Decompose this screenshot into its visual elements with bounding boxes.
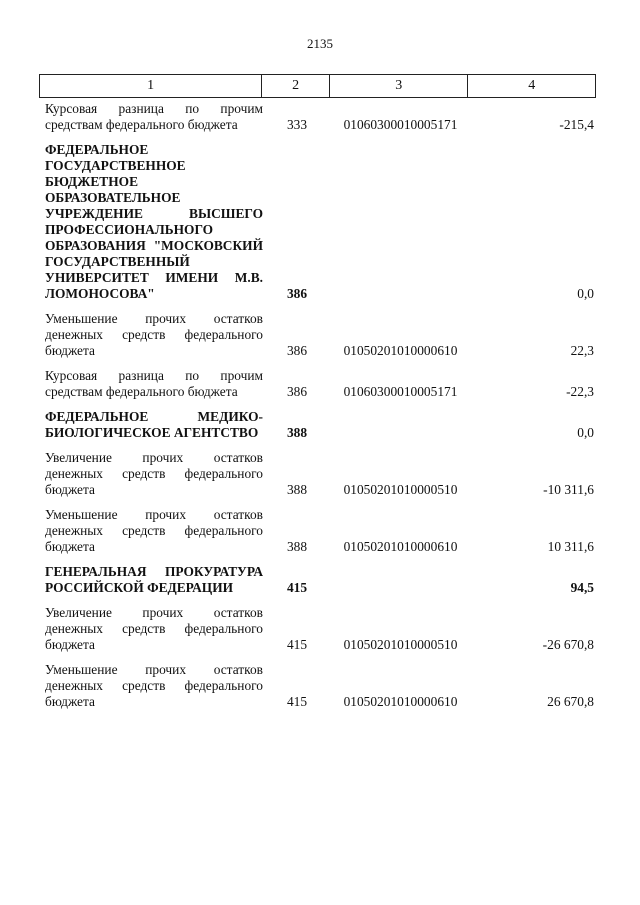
row-name: ГЕНЕРАЛЬНАЯ ПРОКУРАТУРА РОССИЙСКОЙ ФЕДЕРАЦИИ [45, 564, 263, 595]
row-name: ФЕДЕРАЛЬНОЕ МЕДИКО-БИОЛОГИЧЕСКОЕ АГЕНТСТВО [45, 409, 263, 440]
row-name: Курсовая разница по прочим средствам федерального бюджета [45, 368, 263, 399]
table-row [45, 662, 596, 710]
table-row [45, 409, 596, 441]
row-name: Курсовая разница по прочим средствам федерального бюджета [45, 101, 263, 132]
row-kbk: 01050201010000510 [343, 482, 458, 497]
row-name: Уменьшение прочих остатков денежных средств федерального бюджета [45, 311, 263, 358]
row-code: 415 [286, 694, 308, 709]
header-col-4: 4 [528, 78, 536, 93]
row-amount: -26 670,8 [542, 637, 594, 652]
page-number: 2135 [307, 36, 333, 51]
row-kbk: 01050201010000510 [343, 637, 458, 652]
row-code: 388 [286, 425, 308, 440]
row-amount: 94,5 [570, 580, 594, 595]
row-amount: 10 311,6 [547, 539, 594, 554]
table-row [45, 142, 596, 302]
row-name: ФЕДЕРАЛЬНОЕ ГОСУДАРСТВЕННОЕ БЮДЖЕТНОЕ ОБРАЗОВАТЕЛЬНОЕ УЧРЕЖДЕНИЕ ВЫСШЕГО ПРОФЕССИОНАЛЬНОГО ОБРАЗОВАНИЯ "МОСКОВСКИЙ ГОСУДАРСТВЕННЫЙ УНИВЕРСИТЕТ ИМЕНИ М.В. ЛОМОНОСОВА" [45, 142, 263, 301]
row-amount: -22,3 [566, 384, 594, 399]
row-amount: 0,0 [577, 425, 594, 440]
row-code: 386 [286, 286, 308, 301]
table-row [45, 450, 596, 498]
table-row [45, 101, 596, 133]
row-amount: 22,3 [570, 343, 594, 358]
row-code: 388 [286, 482, 308, 497]
row-name: Уменьшение прочих остатков денежных средств федерального бюджета [45, 662, 263, 709]
row-kbk: 01050201010000610 [343, 539, 458, 554]
row-name: Увеличение прочих остатков денежных средств федерального бюджета [45, 450, 263, 497]
row-code: 415 [286, 637, 308, 652]
row-code: 386 [286, 343, 308, 358]
row-kbk: 01050201010000610 [343, 343, 458, 358]
table-header [39, 74, 596, 98]
header-col-3: 3 [330, 75, 469, 97]
table-row [45, 368, 596, 400]
row-code: 333 [286, 117, 308, 132]
row-code: 386 [286, 384, 308, 399]
row-code: 388 [286, 539, 308, 554]
row-amount: -215,4 [559, 117, 594, 132]
table-row [45, 564, 596, 596]
row-name: Увеличение прочих остатков денежных средств федерального бюджета [45, 605, 263, 652]
header-col-2: 2 [262, 75, 330, 97]
table-row [45, 605, 596, 653]
table-row [45, 507, 596, 555]
row-kbk: 01050201010000610 [343, 694, 458, 709]
row-amount: 0,0 [577, 286, 594, 301]
row-kbk: 01060300010005171 [343, 117, 458, 132]
row-name: Уменьшение прочих остатков денежных средств федерального бюджета [45, 507, 263, 554]
row-code: 415 [286, 580, 308, 595]
header-col-1: 1 [40, 75, 262, 97]
table-body [45, 101, 596, 719]
row-amount: 26 670,8 [547, 694, 594, 709]
row-kbk: 01060300010005171 [343, 384, 458, 399]
table-row [45, 311, 596, 359]
row-amount: -10 311,6 [543, 482, 594, 497]
